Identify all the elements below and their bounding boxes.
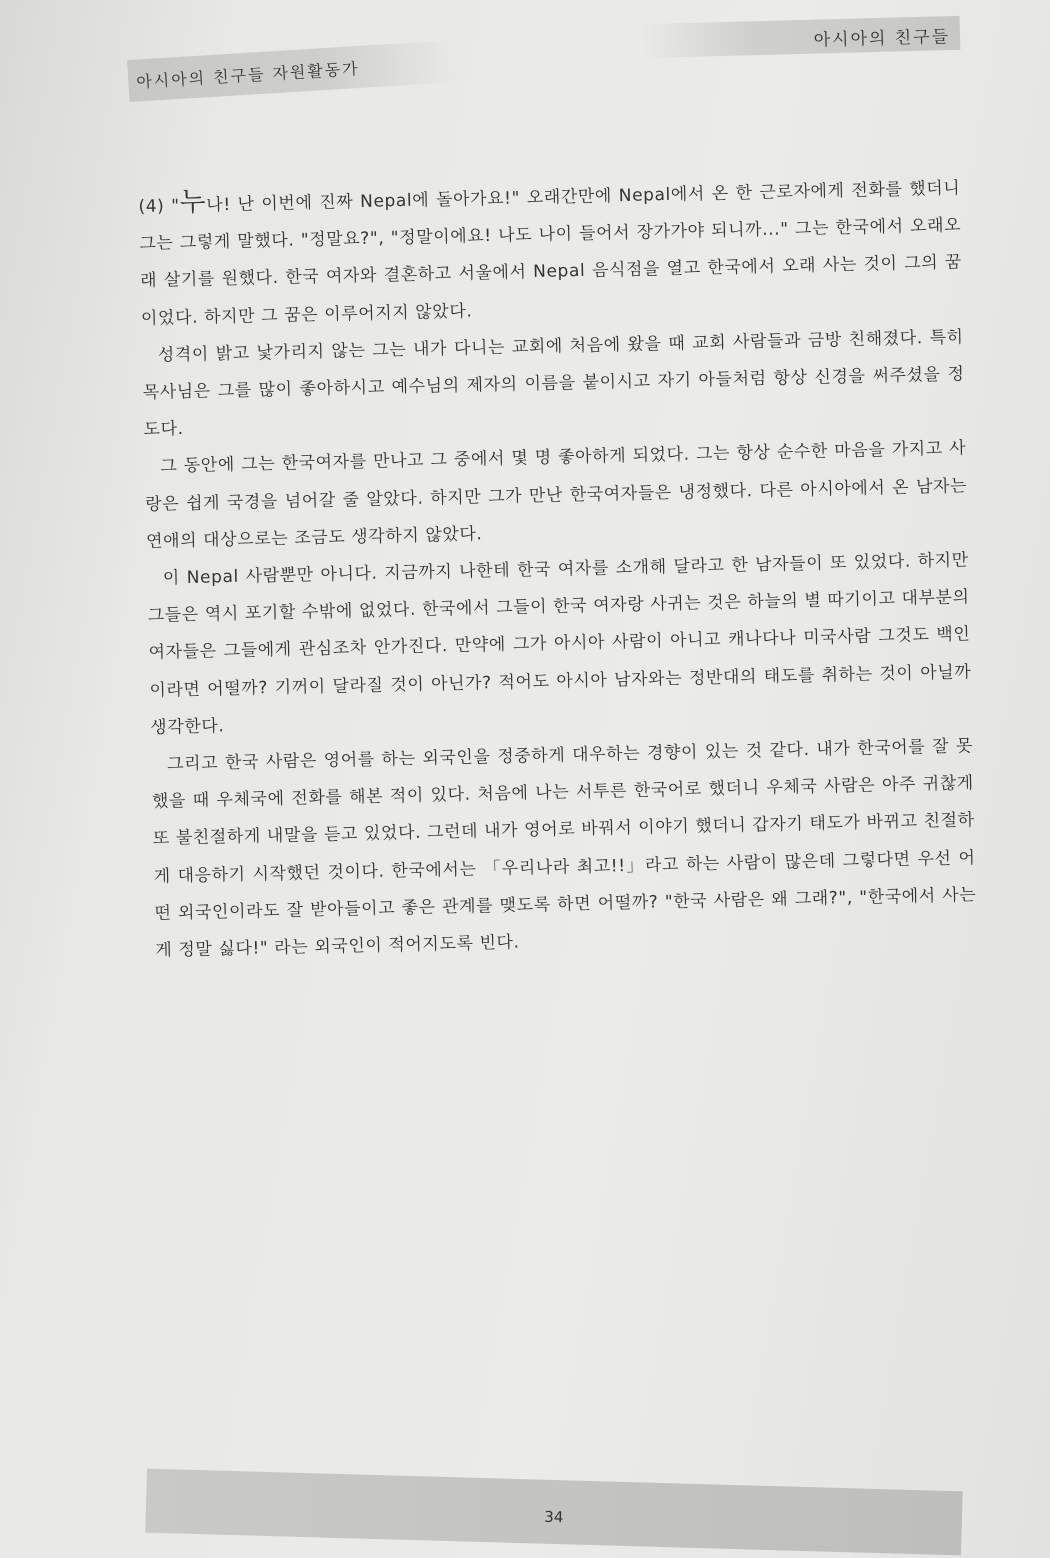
- body-text: [138, 166, 978, 970]
- page-number: 34: [544, 1507, 564, 1527]
- paragraph-1-prefix: (4) ": [138, 196, 180, 217]
- header-left-title: 아시아의 친구들 자원활동가: [135, 58, 361, 92]
- paragraph-4: 이 Nepal 사람뿐만 아니다. 지금까지 나한테 한국 여자를 소개해 달라고 한 남자들이 또 있었다. 하지만 그들은 역시 포기할 수밖에 없었다. 한국에서 그들이 한국 여자랑 사귀는 것은 하늘의 별 따기이고 대부분의 여자들은 그들에게 관심조차 안가진다. 만약에 그가 아시아 사람이 아니고 캐나다나 미국사람 그것도 백인이라면 어떨까? 기꺼이 달라질 것이 아닌가? 적어도 아시아 남자와는 정반대의 태도를 취하는 것이 아닐까 생각한다.: [147, 550, 972, 738]
- paragraph-5: 그리고 한국 사람은 영어를 하는 외국인을 정중하게 대우하는 경향이 있는 것 같다. 내가 한국어를 잘 못했을 때 우체국에 전화를 해본 적이 있다. 처음에 나는 서투른 한국어로 했더니 우체국 사람은 아주 귀찮게 또 불친절하게 내말을 듣고 있었다. 그런데 내가 영어로 바꿔서 이야기 했더니 갑자기 태도가 바뀌고 친절하게 대응하기 시작했던 것이다. 한국에서는 「우리나라 최고!!」라고 하는 사람이 많은데 그렇다면 우선 어떤 외국인이라도 잘 받아들이고 좋은 관계를 맺도록 하면 어떨까? "한국 사람은 왜 그래?", "한국에서 사는 게 정말 싫다!" 라는 외국인이 적어지도록 빈다.: [151, 736, 977, 961]
- footer-bar: [145, 1469, 962, 1556]
- running-header-right: [640, 16, 961, 58]
- paragraph-1-large-initial: 누: [179, 186, 207, 219]
- paragraph-3: 그 동안에 그는 한국여자를 만나고 그 중에서 몇 명 좋아하게 되었다. 그는 항상 순수한 마음을 가지고 사랑은 쉽게 국경을 넘어갈 줄 알았다. 하지만 그가 만난 한국여자들은 냉정했다. 다른 아시아에서 온 남자는 연애의 대상으로는 조금도 생각하지 않았다.: [145, 438, 968, 552]
- paragraph-1: [138, 166, 963, 337]
- paragraph-2: 성격이 밝고 낯가리지 않는 그는 내가 다니는 교회에 처음에 왔을 때 교회 사람들과 금방 친해졌다. 특히 목사님은 그를 많이 좋아하시고 예수님의 제자의 이름을 붙이시고 자기 아들처럼 항상 신경을 써주셨을 정도다.: [142, 327, 965, 441]
- running-header-left: [127, 40, 459, 102]
- header-right-title: 아시아의 친구들: [813, 27, 951, 51]
- paragraph-1-text: 나! 난 이번에 진짜 Nepal에 돌아가요!" 오래간만에 Nepal에서 온 한 근로자에게 전화를 했더니 그는 그렇게 말했다. "정말요?", "정말이에요! 나도 나이 들어서 장가가야 되니까..." 그는 한국에서 오래오래 살기를 원했다. 한국 여자와 결혼하고 서울에서 Nepal 음식점을 열고 한국에서 오래 사는 것이 그의 꿈이었다. 하지만 그 꿈은 이루어지지 않았다.: [139, 178, 963, 329]
